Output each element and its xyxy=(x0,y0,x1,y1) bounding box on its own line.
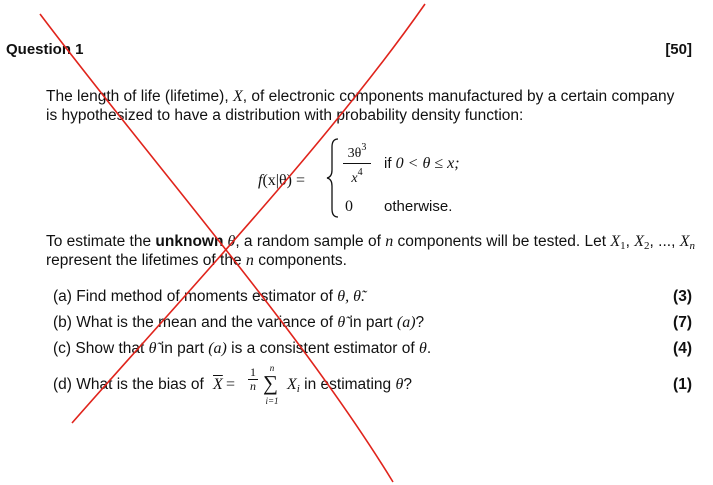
sum-upper: n xyxy=(269,363,275,373)
part-c-marks: (4) xyxy=(673,340,692,357)
var-x: X xyxy=(232,88,243,105)
case1-denominator: $x^4$ xyxy=(351,167,363,186)
part-c: (c) Show that θ̃ in part (a) is a consistent estimator of θ. xyxy=(53,340,432,357)
intro-line-2: is hypothesized to have a distribution with probability density function: xyxy=(46,107,524,124)
pdf-lhs xyxy=(258,172,305,190)
intro-line-1 xyxy=(46,87,674,106)
xi: $X_i$ xyxy=(287,376,300,395)
part-d-label: (d) What is the bias of xyxy=(53,376,204,393)
case2-condition: otherwise. xyxy=(384,198,453,215)
x2: $X_2$ xyxy=(634,233,650,252)
mean-fraction: 1 n xyxy=(250,365,256,393)
sample-line-2: represent the lifetimes of the n components. xyxy=(46,252,347,269)
part-a: (a) Find method of moments estimator of θ, θ̃. xyxy=(53,288,365,305)
case1-fraction xyxy=(342,140,372,186)
part-b-marks: (7) xyxy=(673,314,692,331)
sum-symbol: ∑ xyxy=(263,371,278,395)
case1-condition: if 0 < θ ≤ x; xyxy=(384,155,460,172)
question-total-marks: [50] xyxy=(665,41,692,58)
x1: $X_1$ xyxy=(610,233,626,252)
part-d-tail: $X_i$ in estimating θ? xyxy=(287,376,412,395)
intro-text-a: The length of life (lifetime), xyxy=(46,88,233,105)
xbar: $\overline{X}$ xyxy=(213,376,223,393)
unknown-bold: unknown xyxy=(155,233,224,250)
cross-stroke-2 xyxy=(72,4,425,423)
xn: $X_n$ xyxy=(679,233,695,252)
case2-value: 0 xyxy=(345,198,353,215)
question-title: Question 1 xyxy=(6,41,84,58)
pdf-args: (x|θ) = xyxy=(262,172,305,189)
pdf-f: f xyxy=(258,172,263,189)
sum-lower: i=1 xyxy=(265,396,279,406)
part-d-marks: (1) xyxy=(673,376,692,393)
intro-text-b: , of electronic components manufactured by a certain company xyxy=(242,88,675,105)
part-b: (b) What is the mean and the variance of θ̃ in part (a)? xyxy=(53,314,425,331)
fraction-bar xyxy=(343,163,371,164)
sample-line-1: To estimate the unknown θ, a random sample of n components will be tested. Let $X_1$, $X_2$, ..., $X_n$ xyxy=(46,233,695,252)
part-a-marks: (3) xyxy=(673,288,692,305)
equals-sign: = xyxy=(226,376,236,393)
case1-numerator: $3\theta^3$ xyxy=(347,142,367,161)
left-brace xyxy=(326,137,342,219)
